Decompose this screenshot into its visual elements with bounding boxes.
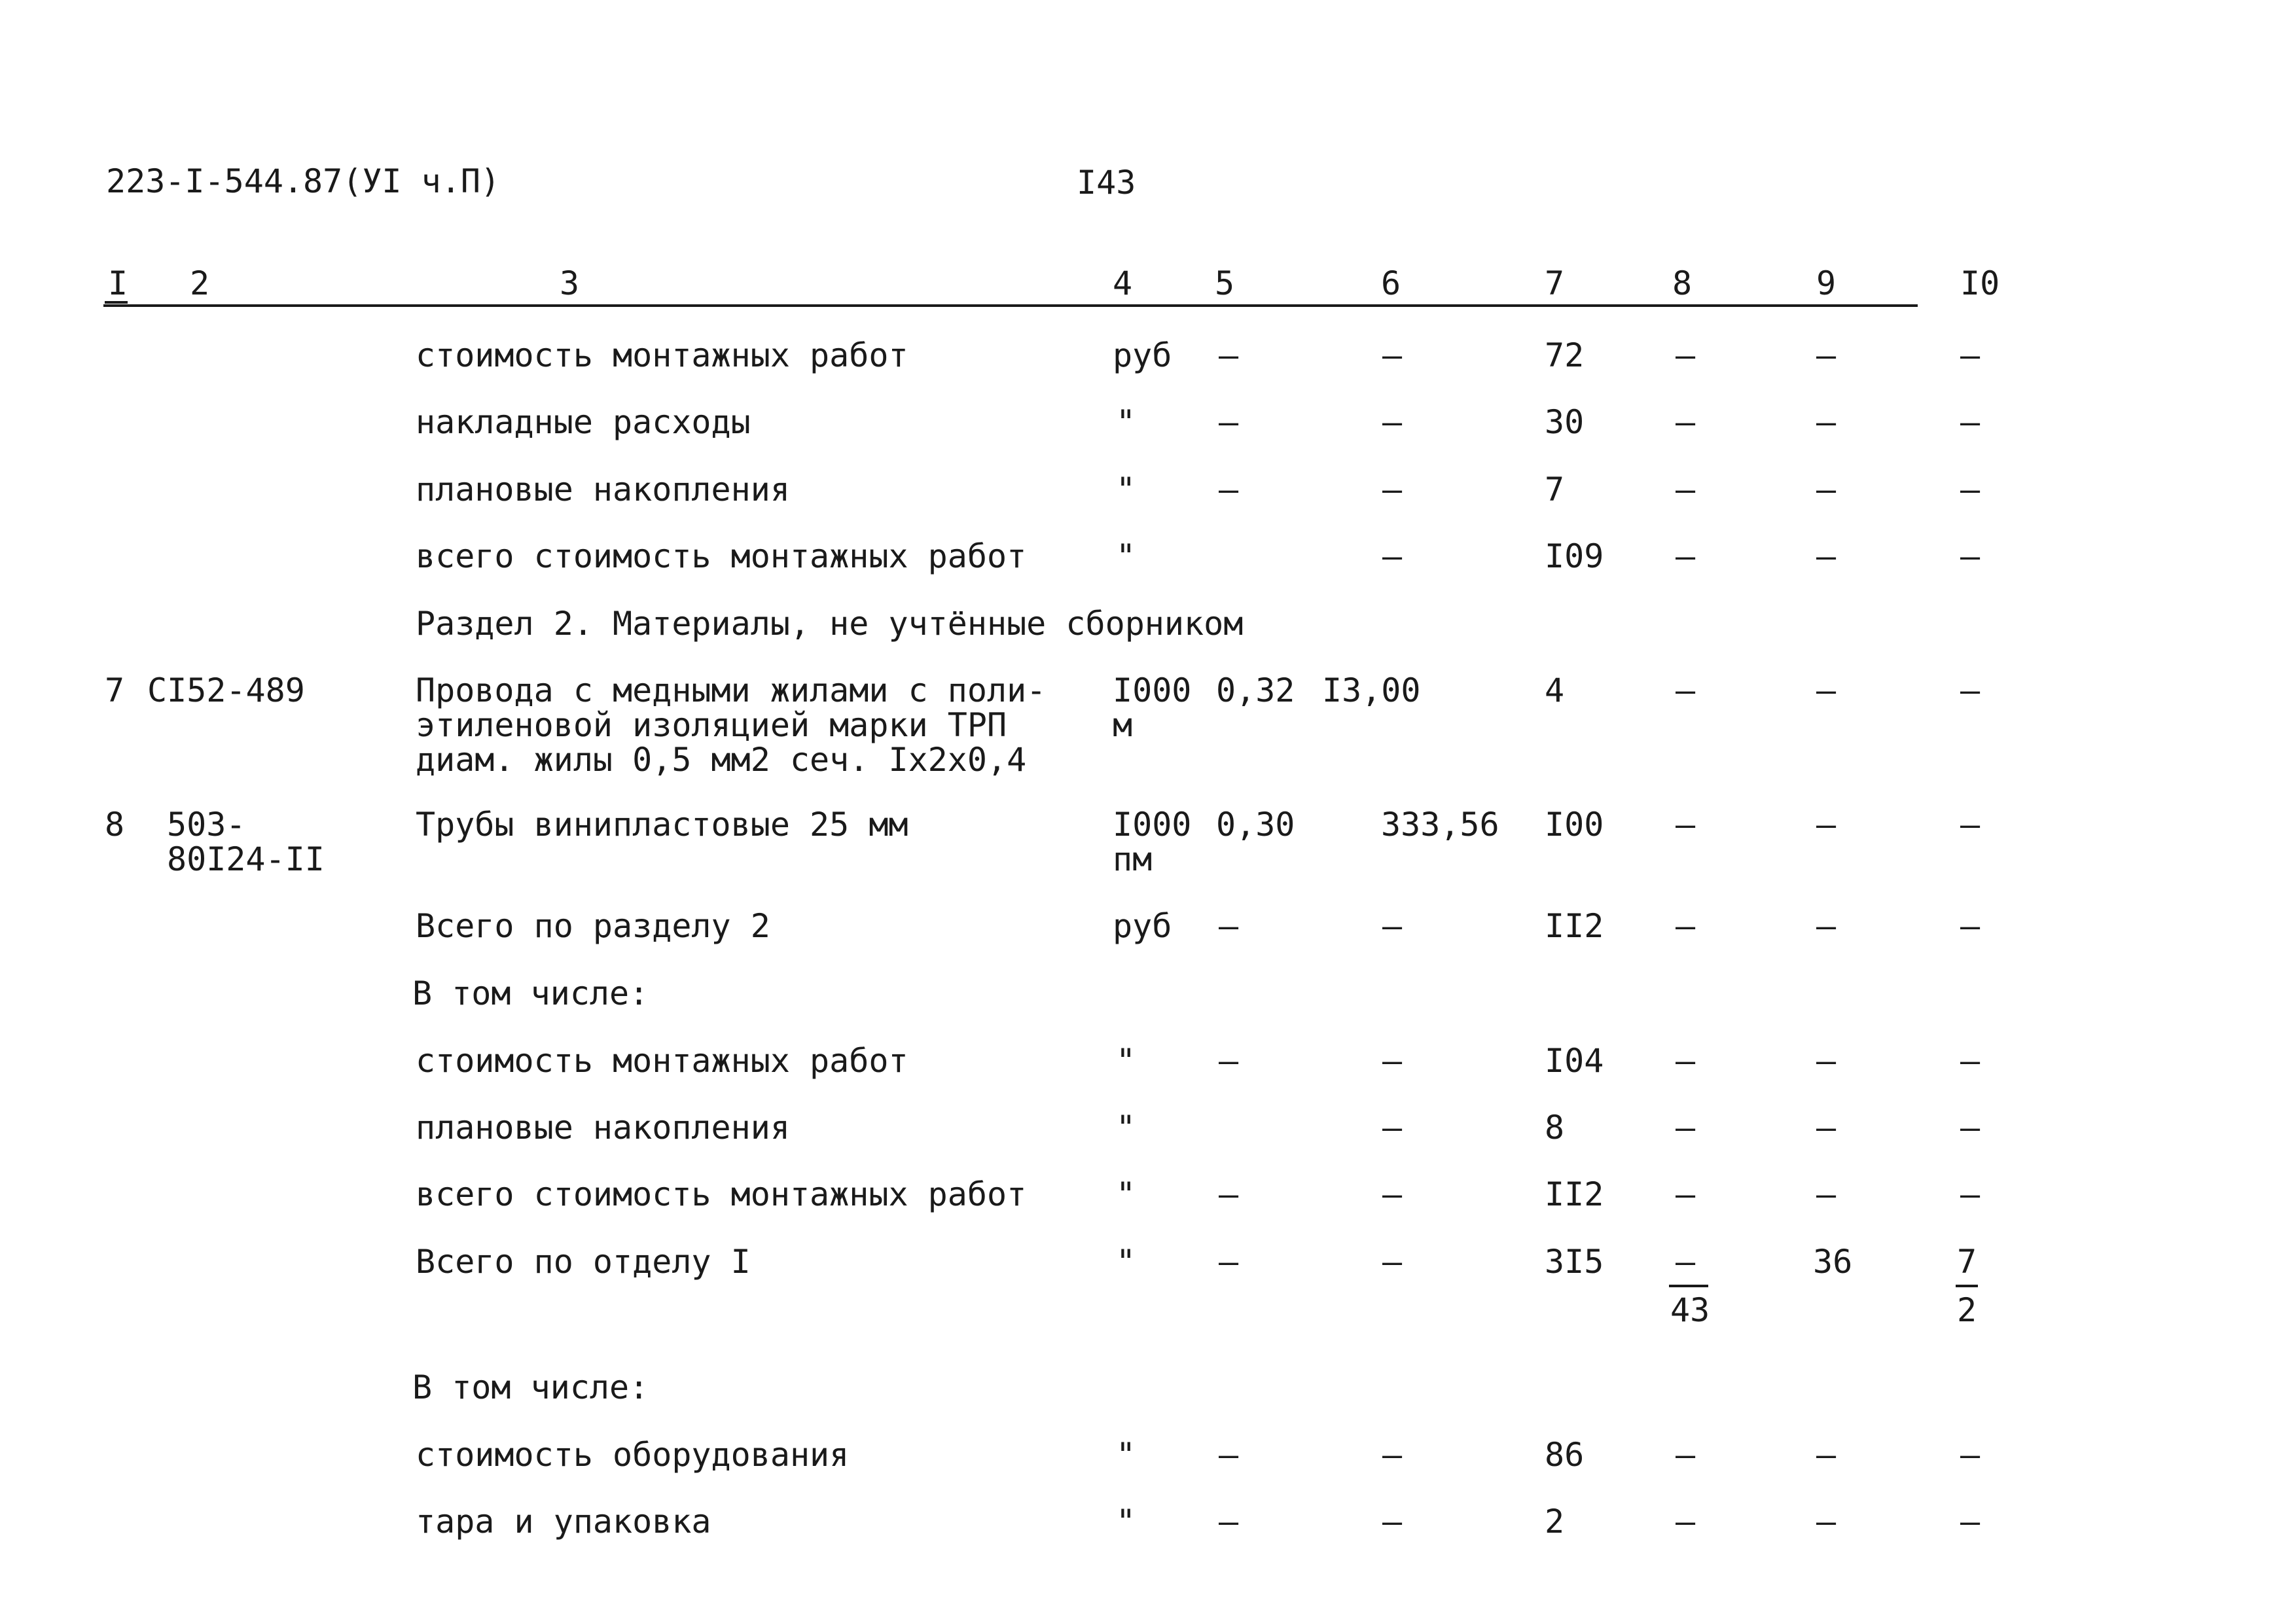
col10-fraction-bar <box>1956 1285 1978 1287</box>
row-description: В том числе: <box>412 1368 649 1406</box>
row-col6: – <box>1382 907 1403 945</box>
col-header-7: 7 <box>1545 264 1565 302</box>
row-col8: – <box>1676 403 1696 441</box>
row-col5: – <box>1219 1243 1239 1281</box>
row-col9: – <box>1816 671 1837 709</box>
row-description: тара и упаковка <box>416 1503 711 1541</box>
row-code-line: 503- <box>167 806 246 844</box>
row-col9: – <box>1816 1109 1837 1147</box>
row-col10: – <box>1960 806 1981 844</box>
row-col6: – <box>1382 1109 1403 1147</box>
row-col9: – <box>1816 907 1837 945</box>
row-col8: – <box>1676 1436 1696 1474</box>
row-unit-line: м <box>1113 706 1133 744</box>
row-number: 8 <box>105 806 125 844</box>
col-header-4: 4 <box>1113 264 1133 302</box>
row-col5: – <box>1219 907 1239 945</box>
row-unit: " <box>1116 1042 1136 1080</box>
row-unit: " <box>1116 1503 1136 1541</box>
col1-header-underline <box>105 301 128 304</box>
row-col8: – <box>1676 671 1696 709</box>
row-description: стоимость монтажных работ <box>416 1042 908 1080</box>
row-col7: 3I5 <box>1545 1243 1604 1281</box>
row-code-line: 80I24-II <box>167 840 325 878</box>
row-col9: – <box>1816 1175 1837 1213</box>
row-col7: II2 <box>1545 907 1604 945</box>
row-description: плановые накопления <box>416 1109 790 1147</box>
col-header-9: 9 <box>1816 264 1837 302</box>
col8-fraction-bar <box>1669 1285 1708 1287</box>
row-col8: – <box>1676 537 1696 575</box>
row-col8: – <box>1676 907 1696 945</box>
row-unit: " <box>1116 1243 1136 1281</box>
row-description: стоимость монтажных работ <box>416 336 908 374</box>
row-col10: – <box>1960 1042 1981 1080</box>
row-description: стоимость оборудования <box>416 1436 850 1474</box>
row-col10: – <box>1960 336 1981 374</box>
row-unit: " <box>1116 537 1136 575</box>
row-col7: 30 <box>1545 403 1585 441</box>
row-col10: – <box>1960 1503 1981 1541</box>
row-col5: 0,32 <box>1216 671 1295 709</box>
col-header-10: I0 <box>1960 264 2000 302</box>
col-header-2: 2 <box>190 264 210 302</box>
row-description-line: Провода с медными жилами с поли- <box>416 671 1047 709</box>
row-col8: – <box>1676 1503 1696 1541</box>
row-col7: 4 <box>1545 671 1565 709</box>
col-header-8: 8 <box>1672 264 1693 302</box>
row-unit: руб <box>1113 336 1172 374</box>
row-col6: I3,00 <box>1322 671 1421 709</box>
row-col5: 0,30 <box>1216 806 1295 844</box>
row-unit: " <box>1116 471 1136 508</box>
row-unit: " <box>1116 1175 1136 1213</box>
row-col9: – <box>1816 806 1837 844</box>
row-col8: – <box>1676 471 1696 508</box>
row-unit: " <box>1116 1109 1136 1147</box>
row-number: 7 <box>105 671 125 709</box>
row-col9: – <box>1816 1503 1837 1541</box>
row-description: плановые накопления <box>416 471 790 508</box>
row-col10: – <box>1960 907 1981 945</box>
row-col10: – <box>1960 1109 1981 1147</box>
row-col7: II2 <box>1545 1175 1604 1213</box>
col-header-5: 5 <box>1215 264 1235 302</box>
row-col5: – <box>1219 403 1239 441</box>
row-description: Всего по отделу I <box>416 1243 751 1281</box>
row-col7: 72 <box>1545 336 1585 374</box>
row-col10: – <box>1960 403 1981 441</box>
row-col9: – <box>1816 403 1837 441</box>
row-col9: – <box>1816 537 1837 575</box>
row-col8: – <box>1676 1175 1696 1213</box>
col-header-3: 3 <box>560 264 580 302</box>
row-col8: – <box>1676 806 1696 844</box>
row-description: Всего по разделу 2 <box>416 907 770 945</box>
row-col6: – <box>1382 1175 1403 1213</box>
row-col5: – <box>1219 336 1239 374</box>
row-unit-line: пм <box>1113 840 1153 878</box>
row-col7: 86 <box>1545 1436 1585 1474</box>
row-col6: 333,56 <box>1381 806 1499 844</box>
row-col6: – <box>1382 1436 1403 1474</box>
document-code: 223-I-544.87(УI ч.П) <box>106 162 501 200</box>
row-description: всего стоимость монтажных работ <box>416 1175 1027 1213</box>
row-col7: 2 <box>1545 1503 1565 1541</box>
row-col6: – <box>1382 336 1403 374</box>
row-col10: – <box>1960 1436 1981 1474</box>
row-col10: – <box>1960 537 1981 575</box>
row-col6: – <box>1382 1243 1403 1281</box>
row-col7: I00 <box>1545 806 1604 844</box>
row-unit-line: I000 <box>1113 671 1192 709</box>
row-code: CI52-489 <box>147 671 305 709</box>
row-col7: 8 <box>1545 1109 1565 1147</box>
col-header-6: 6 <box>1381 264 1401 302</box>
row-unit: " <box>1116 403 1136 441</box>
row-col9: – <box>1816 471 1837 508</box>
row-col6: – <box>1382 471 1403 508</box>
row-col8: – <box>1676 336 1696 374</box>
row-col10: – <box>1960 471 1981 508</box>
row-col8: – <box>1676 1042 1696 1080</box>
row-col9: – <box>1816 1042 1837 1080</box>
row-col9: – <box>1816 1436 1837 1474</box>
row-col8: – <box>1676 1109 1696 1147</box>
row-description: В том числе: <box>412 974 649 1012</box>
row-col8-numerator: – <box>1676 1243 1696 1281</box>
header-rule <box>103 304 1918 307</box>
row-description: накладные расходы <box>416 403 751 441</box>
row-unit: " <box>1116 1436 1136 1474</box>
row-col6: – <box>1382 403 1403 441</box>
row-col5: – <box>1219 471 1239 508</box>
row-col9: – <box>1816 336 1837 374</box>
row-col7: I04 <box>1545 1042 1604 1080</box>
row-col9: 36 <box>1813 1243 1853 1281</box>
row-col6: – <box>1382 1503 1403 1541</box>
row-col10: – <box>1960 1175 1981 1213</box>
row-unit: руб <box>1113 907 1172 945</box>
row-col8-denominator: 43 <box>1670 1291 1710 1329</box>
row-col7: 7 <box>1545 471 1565 508</box>
row-description: Трубы винипластовые 25 мм <box>416 806 908 844</box>
row-col5: – <box>1219 1503 1239 1541</box>
row-description-line: этиленовой изоляцией марки ТРП <box>416 706 1007 744</box>
section-heading: Раздел 2. Материалы, не учтённые сборником <box>416 605 1244 643</box>
row-col5: – <box>1219 1175 1239 1213</box>
page-number: I43 <box>1077 164 1136 202</box>
row-col7: I09 <box>1545 537 1604 575</box>
row-col10-denominator: 2 <box>1957 1291 1977 1329</box>
row-unit-line: I000 <box>1113 806 1192 844</box>
row-col10-numerator: 7 <box>1957 1243 1977 1281</box>
row-col6: – <box>1382 537 1403 575</box>
row-description: всего стоимость монтажных работ <box>416 537 1027 575</box>
row-col5: – <box>1219 1436 1239 1474</box>
row-col6: – <box>1382 1042 1403 1080</box>
row-col5: – <box>1219 1042 1239 1080</box>
row-col10: – <box>1960 671 1981 709</box>
row-description-line: диам. жилы 0,5 мм2 сеч. Iх2х0,4 <box>416 741 1027 779</box>
col-header-1: I <box>108 264 128 302</box>
